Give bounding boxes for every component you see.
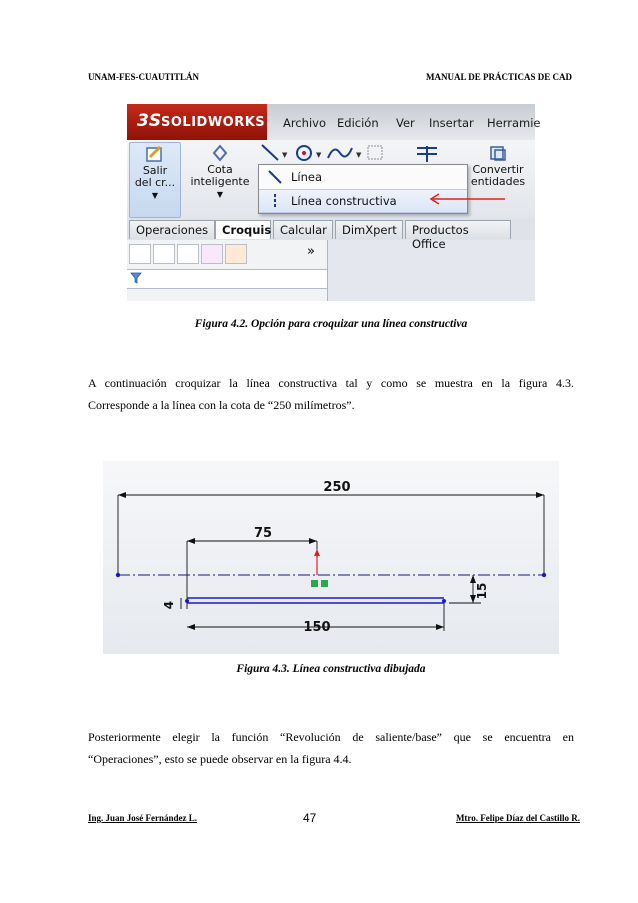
menu-item-linea-constructiva-label: Línea constructiva — [291, 194, 397, 208]
menu-archivo[interactable]: Archivo — [283, 116, 326, 130]
chevron-down-icon: ▼ — [151, 191, 159, 200]
paragraph-1-line-1: A continuación croquizar la línea constructiva tal y como se muestra en la figura 4.3. — [88, 376, 574, 390]
menu-herramientas[interactable]: Herramie — [487, 116, 541, 130]
trim-tool-icon[interactable] — [413, 144, 441, 164]
smart-dimension-icon — [209, 144, 231, 162]
exit-sketch-icon — [144, 145, 166, 163]
chevron-down-icon: ▼ — [356, 151, 362, 159]
chevron-down-icon: ▼ — [216, 190, 224, 199]
tab-operaciones[interactable]: Operaciones — [129, 220, 215, 239]
chevron-down-icon: ▼ — [282, 151, 288, 159]
configuration-manager-icon[interactable] — [177, 244, 199, 264]
line-tool-icon — [262, 145, 278, 160]
convert-entities-icon — [487, 144, 509, 162]
exit-sketch-label-1: Salir — [142, 164, 168, 177]
menu-insertar[interactable]: Insertar — [429, 116, 474, 130]
smart-dimension-label-2: inteligente — [190, 175, 250, 188]
header-left: UNAM-FES-CUAUTITLÁN — [88, 72, 200, 82]
origin-arrow-icon — [314, 549, 320, 556]
page-number: 47 — [303, 811, 317, 825]
panel-more-button[interactable]: » — [307, 244, 315, 259]
horizontal-relation-icon — [321, 580, 328, 587]
figure-construction-line-sketch — [103, 461, 559, 654]
sketch-tools-row[interactable] — [258, 142, 388, 164]
brand-name: SOLIDWORKS — [161, 115, 266, 130]
convert-entities-label-1: Convertir — [472, 163, 524, 176]
spline-tool-icon — [328, 148, 352, 158]
paragraph-1 — [88, 372, 574, 416]
dimension-text-4: 4 — [162, 600, 176, 610]
tab-productos-office[interactable]: Productos Office — [405, 220, 511, 239]
footer-right: Mtro. Felipe Díaz del Castillo R. — [455, 813, 580, 823]
menu-item-linea[interactable] — [259, 166, 467, 188]
line-icon — [267, 169, 283, 185]
plane-tool-icon — [368, 146, 382, 159]
exit-sketch-label-2: del cr... — [134, 176, 176, 189]
construction-line-icon — [267, 193, 283, 209]
tab-croquis[interactable]: Croquis — [215, 220, 271, 239]
filter-icon — [130, 272, 142, 284]
chevron-down-icon: ▼ — [316, 151, 322, 159]
pointer-arrow-icon — [427, 192, 507, 206]
menu-edicion[interactable]: Edición — [337, 116, 379, 130]
endpoint-marker — [442, 599, 446, 603]
figure-solidworks-screenshot — [127, 104, 541, 301]
endpoint-marker — [185, 599, 189, 603]
dimxpert-manager-icon[interactable] — [201, 244, 223, 264]
paragraph-2-line-2: “Operaciones”, esto se puede observar en la figura 4.4. — [88, 752, 352, 766]
dimension-text-150: 150 — [303, 620, 331, 635]
sketch-canvas — [103, 461, 559, 654]
figure-caption-4-3: Figura 4.3. Línea constructiva dibujada — [236, 663, 426, 675]
tab-dimxpert[interactable]: DimXpert — [335, 220, 403, 239]
dimension-text-15: 15 — [475, 582, 489, 600]
solidworks-logo — [127, 104, 267, 140]
filter-bar[interactable] — [127, 269, 327, 289]
smart-dimension-label-1: Cota — [207, 163, 233, 176]
ds-logo-mark: 3S — [137, 111, 162, 131]
command-manager-tabs — [127, 218, 535, 251]
header-right: MANUAL DE PRÁCTICAS DE CAD — [425, 72, 572, 82]
exit-sketch-button[interactable] — [129, 142, 181, 218]
endpoint-marker — [116, 573, 120, 577]
paragraph-2-line-1: Posteriormente elegir la función “Revolución de saliente/base” que se encuentra en — [88, 730, 574, 744]
property-manager-icon[interactable] — [153, 244, 175, 264]
footer-left: Ing. Juan José Fernández L. — [88, 813, 198, 823]
endpoint-marker — [542, 573, 546, 577]
convert-entities-label-2: entidades — [470, 175, 526, 188]
line-tool-dropdown — [258, 164, 468, 214]
feature-manager-icon[interactable] — [129, 244, 151, 264]
dimension-text-75: 75 — [253, 526, 273, 541]
menu-item-linea-label: Línea — [291, 170, 323, 184]
paragraph-2 — [88, 726, 574, 770]
coincident-relation-icon — [311, 580, 318, 587]
paragraph-1-line-2: Corresponde a la línea con la cota de “250 milímetros”. — [88, 398, 355, 412]
menu-ver[interactable]: Ver — [396, 116, 415, 130]
dimension-text-250: 250 — [323, 480, 351, 495]
figure-caption-4-2: Figura 4.2. Opción para croquizar una línea constructiva — [194, 318, 468, 330]
display-manager-icon[interactable] — [225, 244, 247, 264]
tab-calcular[interactable]: Calcular — [273, 220, 333, 239]
smart-dimension-button[interactable] — [185, 142, 255, 216]
